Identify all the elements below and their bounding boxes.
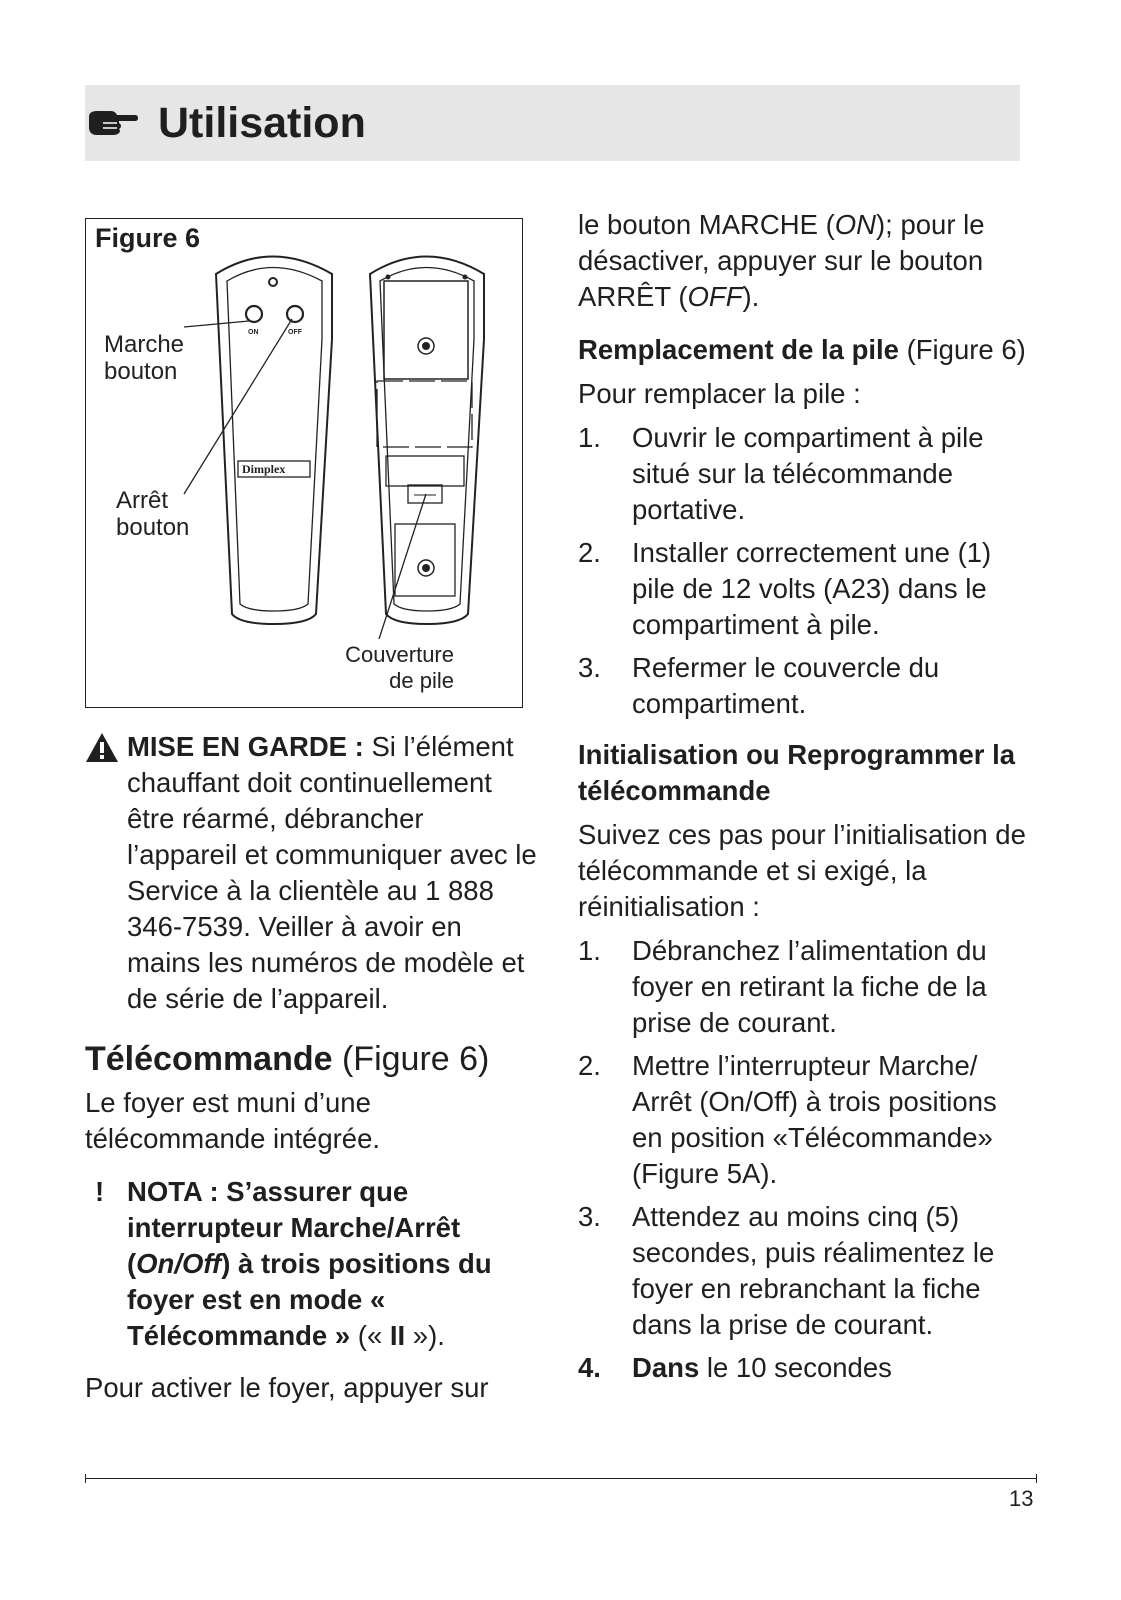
activate-text: Pour activer le foyer, appuyer sur — [85, 1372, 489, 1403]
exclamation-icon: ! — [95, 1176, 105, 1207]
footer-tick-left — [85, 1474, 86, 1483]
brand-label: Dimplex — [242, 462, 286, 476]
list-item: 1. Ouvrir le compartiment à pile situé sur la télécommande portative. — [578, 422, 984, 525]
telecommande-intro: Le foyer est muni d’une télécommande intégrée. — [85, 1087, 381, 1154]
list-item: 3. Refermer le couvercle du compartiment. — [578, 652, 940, 719]
remote-illustration — [86, 219, 522, 707]
figure-6 — [85, 218, 523, 708]
warning-title: MISE EN GARDE : — [127, 731, 364, 762]
remote-back — [370, 257, 484, 625]
section-header — [85, 85, 1020, 161]
section-heading-telecommande: Télécommande (Figure 6) — [85, 1040, 490, 1078]
pile-intro: Pour remplacer la pile : — [578, 378, 861, 409]
list-item: 2. Mettre l’interrupteur Marche/ Arrêt (On/Off) à trois positions en position «Télécommande» (Figure 5A). — [578, 1050, 997, 1189]
nota-block: ! NOTA : S’assurer que interrupteur Marche/Arrêt (On/Off) à trois positions du foyer est en mode « Télécommande » (« II »). — [95, 1176, 492, 1351]
init-heading: Initialisation ou Reprogrammer la télécommande — [578, 739, 1016, 806]
right-column — [578, 207, 1028, 1386]
page-title: Utilisation — [158, 99, 366, 147]
callout-arret: Arrêt bouton — [116, 487, 190, 541]
callout-marche: Marche bouton — [104, 331, 185, 385]
footer-tick-right — [1036, 1474, 1037, 1483]
init-intro: Suivez ces pas pour l’initialisation de télécommande et si exigé, la réinitialisation : — [578, 819, 1026, 922]
callout-couverture: Couverture de pile — [345, 642, 454, 693]
footer-divider — [85, 1478, 1037, 1479]
warning-block — [85, 729, 540, 1017]
pile-heading: Remplacement de la pile (Figure 6) — [578, 334, 1026, 365]
button-instructions: le bouton MARCHE (ON); pour le désactiver, appuyer sur le bouton ARRÊT (OFF). — [578, 209, 985, 312]
page-number: 13 — [1009, 1486, 1034, 1511]
pointing-hand-icon — [87, 107, 139, 137]
list-item: 2. Installer correctement une (1) pile de 12 volts (A23) dans le compartiment à pile. — [578, 537, 992, 640]
pile-steps — [578, 420, 1028, 722]
left-column — [85, 729, 540, 1406]
on-label: ON — [248, 329, 259, 336]
list-item: 3. Attendez au moins cinq (5) secondes, puis réalimentez le foyer en rebranchant la fiche dans la prise de courant. — [578, 1201, 995, 1340]
list-item: 4. Dans le 10 secondes — [578, 1352, 892, 1383]
list-item: 1. Débranchez l’alimentation du foyer en retirant la fiche de la prise de courant. — [578, 935, 987, 1038]
figure-label: Figure 6 — [95, 223, 201, 253]
off-label: OFF — [288, 329, 302, 336]
warning-triangle-icon — [85, 732, 119, 763]
warning-text: Si l’élément chauffant doit continuellement être réarmé, débrancher l’appareil et communiquer avec le Service à la clientèle au 1 888 346-7539. Veiller à avoir en mains les numéros de modèle et de série de l’appareil. — [127, 731, 537, 1014]
init-steps — [578, 933, 1028, 1386]
